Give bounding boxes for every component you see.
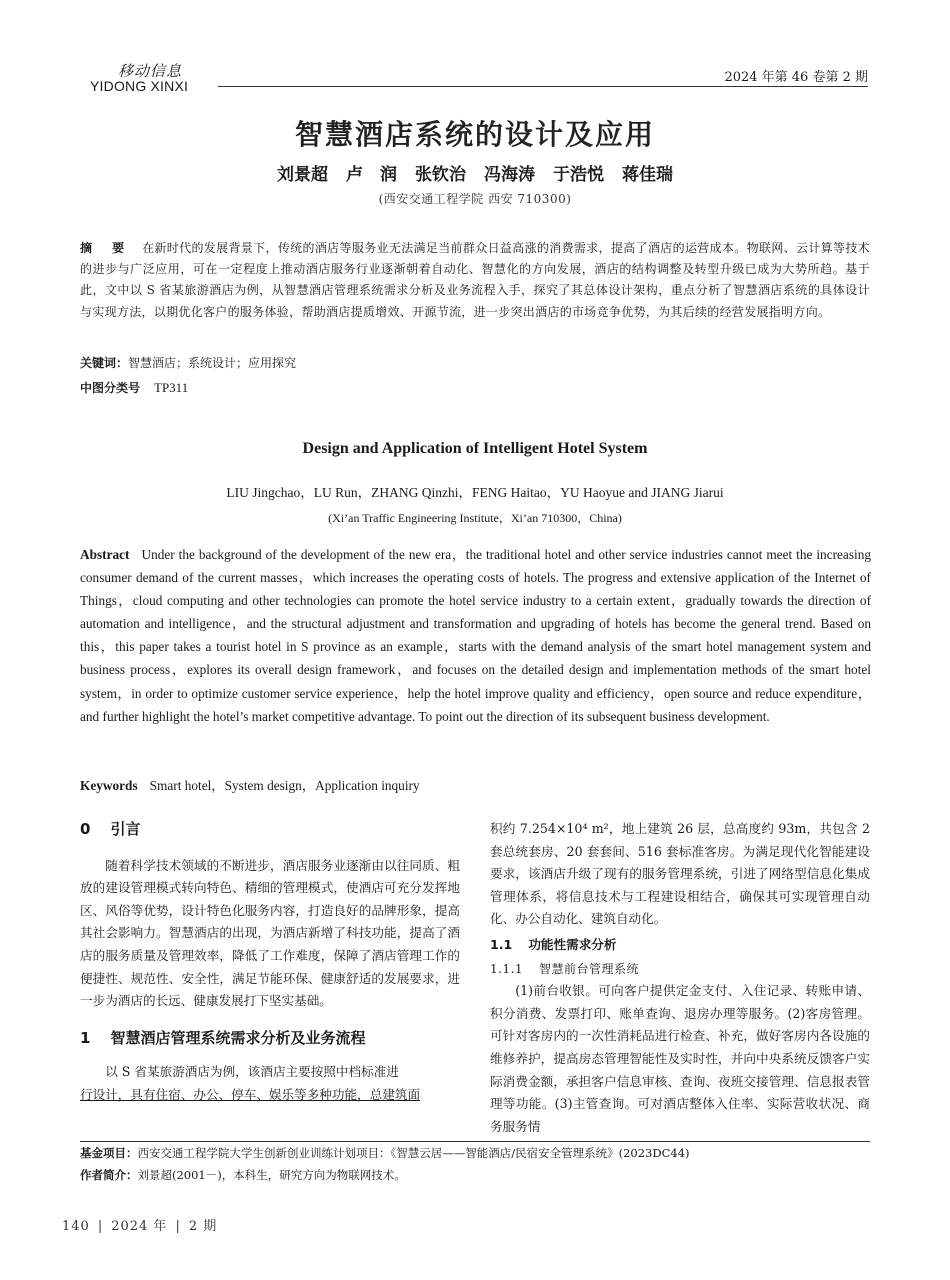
subsection-heading: 1.1 功能性需求分析 xyxy=(490,936,617,952)
paragraph-continued: 积约 7.254×10⁴ m²，地上建筑 26 层，总高度约 93m，共包含 2 套总统套房、20 套套间、516 套标准客房。为满足现代化智能建设要求，该酒店升级了现有的服务管理系统，引进了网络型信息化集成管理体系，将信息技术与工程建设相结合，确保其可实现管理自动化、办公自动化、建筑自动化。 xyxy=(490,821,870,927)
section-heading: 1 智慧酒店管理系统需求分析及业务流程 xyxy=(80,1028,366,1047)
paper-title: 智慧酒店系统的设计及应用 xyxy=(294,118,655,151)
affiliation: (西安交通工程学院 西安 710300) xyxy=(378,192,572,206)
author: 冯海涛 xyxy=(484,165,535,185)
funding-note: 基金项目：西安交通工程学院大学生创新创业训练计划项目：《智慧云居——智能酒店/民宿安全管理系统》(2023DC44) xyxy=(80,1146,690,1160)
section-heading: 0 引言 xyxy=(80,820,141,838)
journal-name-en: YIDONG XINXI xyxy=(90,78,189,94)
header-rule xyxy=(218,86,868,87)
author-note: 作者简介：刘景超(2001－)，本科生，研究方向为物联网技术。 xyxy=(80,1168,406,1182)
footer-issue: 2 期 xyxy=(188,1219,218,1234)
classification xyxy=(80,379,188,396)
classification-code: TP311 xyxy=(154,380,189,395)
classification-label: 中图分类号 xyxy=(80,381,141,395)
keywords-label: 关键词： xyxy=(80,356,129,370)
paper-title-en: Design and Application of Intelligent Hotel System xyxy=(302,440,648,457)
abstract-en xyxy=(80,543,871,728)
issue-info: 2024 年第 46 卷第 2 期 xyxy=(724,70,868,85)
keywords-en-text: Smart hotel，System design，Application inquiry xyxy=(149,778,420,793)
paragraph-continued: 行设计，具有住宿、办公、停车、娱乐等多种功能，总建筑面 xyxy=(80,1086,421,1102)
author: 卢 润 xyxy=(346,165,397,185)
abstract-label: 摘 要 xyxy=(80,241,129,255)
body-column-left xyxy=(80,818,460,1107)
journal-name-cn: 移动信息 xyxy=(118,62,183,80)
author: 张钦治 xyxy=(415,165,466,185)
abstract-en-label: Abstract xyxy=(80,547,130,562)
footer-year: 2024 年 xyxy=(111,1219,168,1234)
keywords-text: 智慧酒店；系统设计；应用探究 xyxy=(128,356,297,370)
page-footer: 140 | 2024 年 | 2 期 xyxy=(62,1219,218,1234)
abstract-text: 在新时代的发展背景下，传统的酒店等服务业无法满足当前群众日益高涨的消费需求，提高了酒店的运营成本。物联网、云计算等技术的进步与广泛应用，可在一定程度上推动酒店服务行业逐渐朝着自动化、智慧化的方向发展，酒店的结构调整及转型升级已成为大势所趋。基于此，文中以 S 省某旅游酒店为例，从智慧酒店管理系统需求分析及业务流程入手，探究了其总体设计架构，重点分析了智慧酒店系统的具体设计与实现方法，以期优化客户的服务体验，帮助酒店提质增效、开源节流，进一步突出酒店的市场竞争优势，为其后续的经营发展指明方向。 xyxy=(80,241,870,319)
abstract-cn xyxy=(80,238,870,323)
keywords-cn xyxy=(80,354,296,371)
paragraph: 随着科学技术领域的不断进步，酒店服务业逐渐由以往同质、粗放的建设管理模式转向特色、精细的管理模式，使酒店可充分发挥地区、风俗等优势，设计特色化服务内容，打造良好的品牌形象，提高其社会影响力。智慧酒店的出现，为酒店新增了科技功能，提高了酒店的服务质量及管理效率，降低了工作难度，保障了酒店管理工作的便捷性、规范性、安全性，满足节能环保、健康舒适的发展要求，进一步为酒店的长远、健康发展打下坚实基础。 xyxy=(80,857,460,1009)
affiliation-en: (Xi’an Traffic Engineering Institute，Xi’an 710300，China) xyxy=(328,511,622,525)
abstract-en-text: Under the background of the development of the new era，the traditional hotel and other service industries cannot meet the increasing consumer demand of the current masses，which increases the operating costs of hotels. The progress and extensive application of the Internet of Things，cloud computing and other technologies can promote the hotel service industry to a certain extent，gradually towards the direction of automation and intelligence，and the structural adjustment and transformation and upgrading of hotels has become the general trend. Based on this，this paper takes a tourist hotel in S province as an example，starts with the demand analysis of the smart hotel management system and business process，explores its overall design framework，and focuses on the detailed design and implementation methods of the smart hotel system，in order to optimize customer service experience，help the hotel improve quality and efficiency，open source and reduce expenditure，and further highlight the hotel’s market competitive advantage. To point out the direction of its subsequent business development. xyxy=(80,547,871,724)
author: 蒋佳瑞 xyxy=(622,165,673,185)
paragraph: 以 S 省某旅游酒店为例，该酒店主要按照中档标准进 xyxy=(105,1064,399,1080)
author: 于浩悦 xyxy=(553,165,604,185)
subsubsection-heading: 1.1.1 智慧前台管理系统 xyxy=(490,961,640,976)
footnote-rule xyxy=(80,1141,870,1142)
author: 刘景超 xyxy=(277,165,328,185)
author-list xyxy=(0,160,950,185)
keywords-en xyxy=(80,775,420,794)
paragraph: (1)前台收银。可向客户提供定金支付、入住记录、转账申请、积分消费、发票打印、账单查询、退房办理等服务。(2)客房管理。可针对客房内的一次性消耗品进行检查、补充，做好客房内各设施的维修养护，提高房态管理智能性及实时性，并向中央系统反馈客户实际消费金额，承担客户信息审核、查询、夜班交接管理、信息报表管理等功能。(3)主管查询。可对酒店整体入住率、实际营收状况、商务服务情 xyxy=(490,983,870,1134)
page-number: 140 xyxy=(62,1219,90,1234)
body-column-right xyxy=(490,818,870,1138)
keywords-en-label: Keywords xyxy=(80,778,138,793)
author-list-en: LIU Jingchao，LU Run，ZHANG Qinzhi，FENG Haitao，YU Haoyue and JIANG Jiarui xyxy=(226,485,724,500)
